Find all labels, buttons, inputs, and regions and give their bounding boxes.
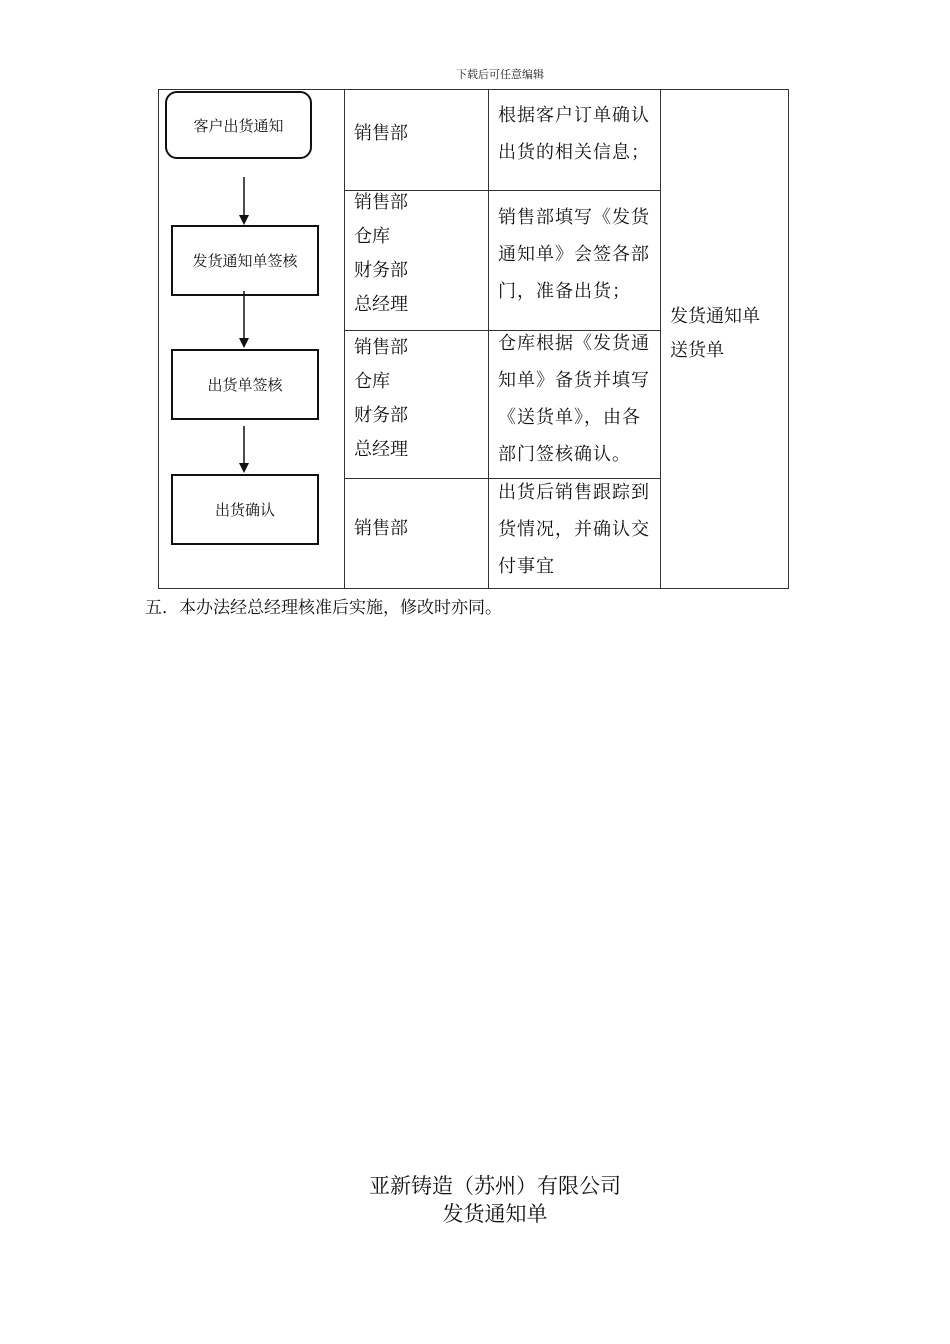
flow-step-label: 发货通知单签核 (192, 252, 298, 270)
flow-step-shipment-approval (171, 349, 319, 420)
desc-cell: 根据客户订单确认出货的相关信息； (498, 105, 650, 163)
dept-cell: 销售部 仓库 财务部 总经理 (354, 337, 408, 460)
company-name: 亚新铸造（苏州）有限公司 (369, 1174, 621, 1198)
company-block (0, 1172, 950, 1228)
desc-cell: 仓库根据《发货通知单》备货并填写《送货单》，由各部门签核确认。 (498, 333, 650, 465)
document-title: 发货通知单 (442, 1202, 548, 1226)
dept-cell: 销售部 (354, 518, 408, 539)
flow-step-customer-notice (165, 91, 312, 159)
table-divider (488, 89, 489, 589)
table-divider (660, 89, 661, 589)
desc-cell: 销售部填写《发货通知单》会签各部门，准备出货； (498, 207, 650, 302)
table-divider (344, 89, 345, 589)
flow-step-label: 出货确认 (214, 501, 275, 519)
dept-cell: 销售部 (354, 123, 408, 144)
flow-arrow (234, 424, 254, 475)
header-note: 下载后可任意编辑 (456, 68, 544, 81)
dept-cell: 销售部 仓库 财务部 总经理 (354, 192, 408, 315)
forms-cell: 发货通知单 送货单 (670, 306, 760, 361)
clause-five: 五．本办法经总经理核准后实施，修改时亦同。 (145, 598, 502, 618)
desc-cell: 出货后销售跟踪到货情况，并确认交付事宜 (498, 482, 650, 577)
flow-arrow (234, 175, 254, 227)
flow-step-notice-approval (171, 225, 319, 296)
flow-step-shipment-confirm (171, 474, 319, 545)
flow-step-label: 客户出货通知 (193, 116, 284, 135)
flow-arrow (234, 289, 254, 350)
flow-step-label: 出货单签核 (207, 376, 283, 394)
